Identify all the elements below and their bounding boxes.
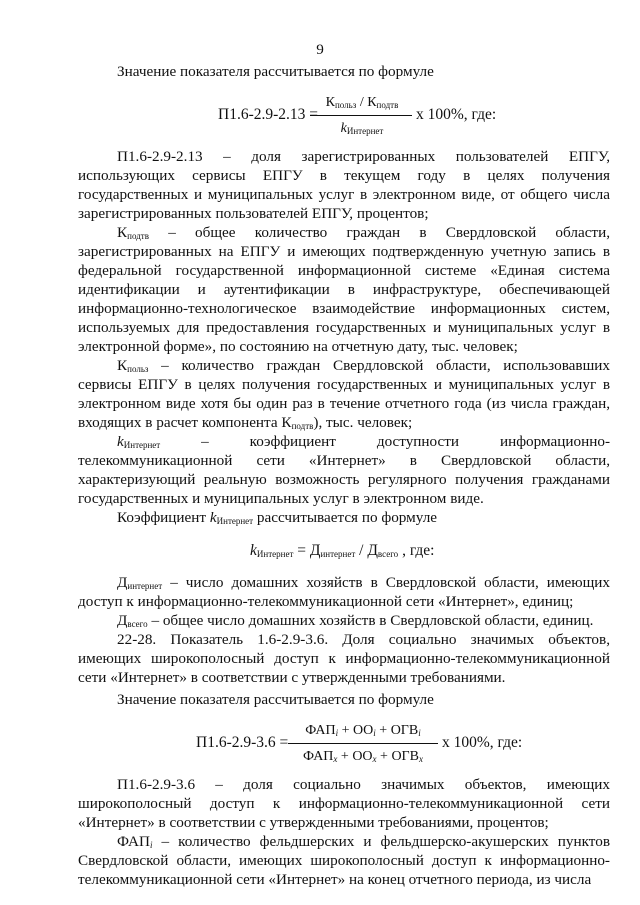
formula-intro-1: Значение показателя рассчитывается по формуле: [117, 63, 434, 80]
formula-1-fraction-bar: [310, 115, 412, 116]
definition-k-internet: $k_{Интернет}$ – коэффициент доступности информационно-телекоммуникационной сети «Интернет» в Свердловской области, характеризующий реальную возможность регулярного получения гражданами государственных и муниципальных услуг в электронном виде.: [78, 433, 610, 507]
page-number: 9: [316, 41, 324, 58]
definition-k-polz: $К_{польз}$ – количество граждан Свердловской области, использовавших сервисы ЕПГУ в целях получения государственных и муниципальных услуг в электронном виде хотя бы один раз в течение отчетного года (из числа граждан, входящих в расчет компонента $К_{подтв}$), тыс. человек;: [78, 357, 610, 431]
formula-2: [78, 527, 610, 573]
formula-2-expression: $k_{Интернет} = Д_{интернет} / Д_{всего}$ , где:: [250, 542, 435, 559]
formula-1-rhs: х 100%, где:: [416, 106, 497, 123]
definition-d-vsego: $Д_{всего}$ – общее число домашних хозяйств в Свердловской области, единиц.: [117, 612, 594, 629]
indicator-22-28: 22-28. Показатель 1.6-2.9-3.6. Доля социально значимых объектов, имеющих широкополосный доступ к информационно-телекоммуникационной сети «Интернет» в соответствии с утвержденными требованиями.: [78, 631, 610, 686]
formula-1-denominator: $k_{Интернет}$: [340, 121, 384, 136]
formula-3-rhs: х 100%, где:: [442, 734, 523, 751]
definition-p-2-9-3-6: П1.6-2.9-3.6 – доля социально значимых объектов, имеющих широкополосный доступ к информационно-телекоммуникационной сети «Интернет» в соответствии с утвержденными требованиями, процентов;: [78, 776, 610, 831]
definition-d-internet: $Д_{интернет}$ – число домашних хозяйств в Свердловской области, имеющих доступ к информационно-телекоммуникационной сети «Интернет», единиц;: [78, 574, 610, 610]
formula-3: [78, 709, 610, 775]
formula-1: [78, 81, 610, 147]
formula-intro-3: Значение показателя рассчитывается по формуле: [117, 691, 434, 708]
formula-3-lhs: П1.6-2.9-3.6 =: [196, 734, 289, 751]
formula-1-numerator: $К_{польз} / К_{подтв}$: [325, 95, 399, 110]
formula-intro-2: Коэффициент $k_{Интернет}$ рассчитывается по формуле: [117, 509, 438, 526]
formula-3-fraction-bar: [288, 743, 438, 744]
document-body: [78, 62, 610, 889]
formula-1-lhs: П1.6-2.9-2.13 =: [218, 106, 319, 123]
definition-fap-i: $ФАП_i$ – количество фельдшерских и фельдшерско-акушерских пунктов Свердловской области, имеющих широкополосный доступ к информационно-телекоммуникационной сети «Интернет» на конец отчетного периода, из числа: [78, 833, 610, 888]
definition-k-podtv: $К_{подтв}$ – общее количество граждан в Свердловской области, зарегистрированных на ЕПГУ и имеющих подтвержденную учетную запись в федеральной государственной информационной системе «Единая система идентификации и аутентификации в инфраструктуре, обеспечивающей информационно-технологическое взаимодействие информационных систем, используемых для предоставления государственных и муниципальных услуг в электронной форме», по состоянию на отчетную дату, тыс. человек;: [78, 224, 610, 355]
formula-3-numerator: $ФАП_i + ОО_i + ОГВ_i$: [305, 723, 421, 738]
definition-p-2-9-2-13: П1.6-2.9-2.13 – доля зарегистрированных пользователей ЕПГУ, использующих сервисы ЕПГУ в текущем году в целях получения государственных и муниципальных услуг в электронном виде, от общего числа зарегистрированных пользователей ЕПГУ, процентов;: [78, 148, 610, 222]
formula-3-denominator: $ФАП_x + ОО_x + ОГВ_x$: [303, 749, 423, 764]
